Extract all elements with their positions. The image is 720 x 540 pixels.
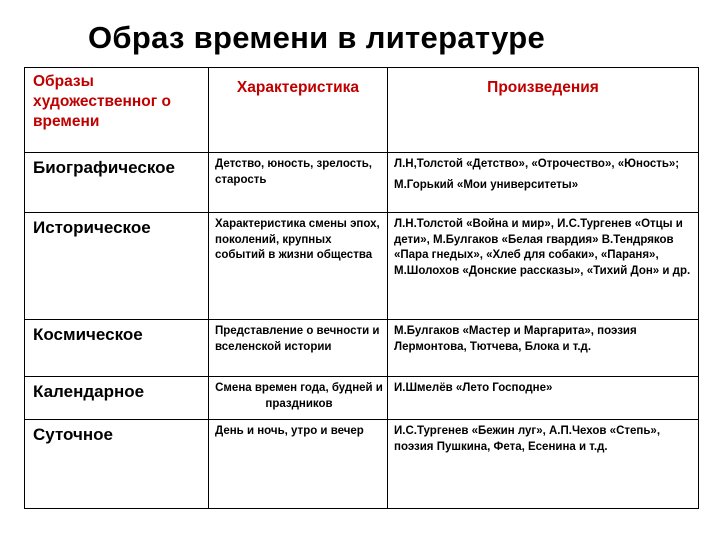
row-characteristic: Характеристика смены эпох, поколений, крупных событий в жизни общества [209, 213, 388, 320]
table-row [25, 320, 699, 377]
time-images-table [24, 67, 699, 509]
row-characteristic: Смена времен года, будней и праздников [209, 377, 388, 420]
row-works [388, 153, 699, 213]
row-works: И.С.Тургенев «Бежин луг», А.П.Чехов «Степь», поэзия Пушкина, Фета, Есенина и т.д. [388, 420, 699, 509]
table-row [25, 377, 699, 420]
works-text-extra: М.Горький «Мои университеты» [394, 178, 579, 191]
row-characteristic: Представление о вечности и вселенской истории [209, 320, 388, 377]
table-row [25, 420, 699, 509]
row-name: Космическое [25, 320, 209, 377]
header-cell-works: Произведения [388, 68, 699, 153]
row-name: Биографическое [25, 153, 209, 213]
row-name: Суточное [25, 420, 209, 509]
page-title: Образ времени в литературе [88, 20, 546, 55]
table-row [25, 213, 699, 320]
row-name: Календарное [25, 377, 209, 420]
row-characteristic: День и ночь, утро и вечер [209, 420, 388, 509]
header-cell-characteristic: Характеристика [209, 68, 388, 153]
table-header-row [25, 68, 699, 153]
row-works: М.Булгаков «Мастер и Маргарита», поэзия Лермонтова, Тютчева, Блока и т.д. [388, 320, 699, 377]
row-characteristic: Детство, юность, зрелость, старость [209, 153, 388, 213]
row-name: Историческое [25, 213, 209, 320]
row-works: Л.Н.Толстой «Война и мир», И.С.Тургенев «Отцы и дети», М.Булгаков «Белая гвардия» В.Тендряков «Пара гнедых», «Хлеб для собаки», «Параня», М.Шолохов «Донские рассказы», «Тихий Дон» и др. [388, 213, 699, 320]
row-works: И.Шмелёв «Лето Господне» [388, 377, 699, 420]
table-row [25, 153, 699, 213]
works-text: Л.Н,Толстой «Детство», «Отрочество», «Юность»; [394, 158, 680, 170]
header-cell-images: Образы художественног о времени [25, 68, 209, 153]
